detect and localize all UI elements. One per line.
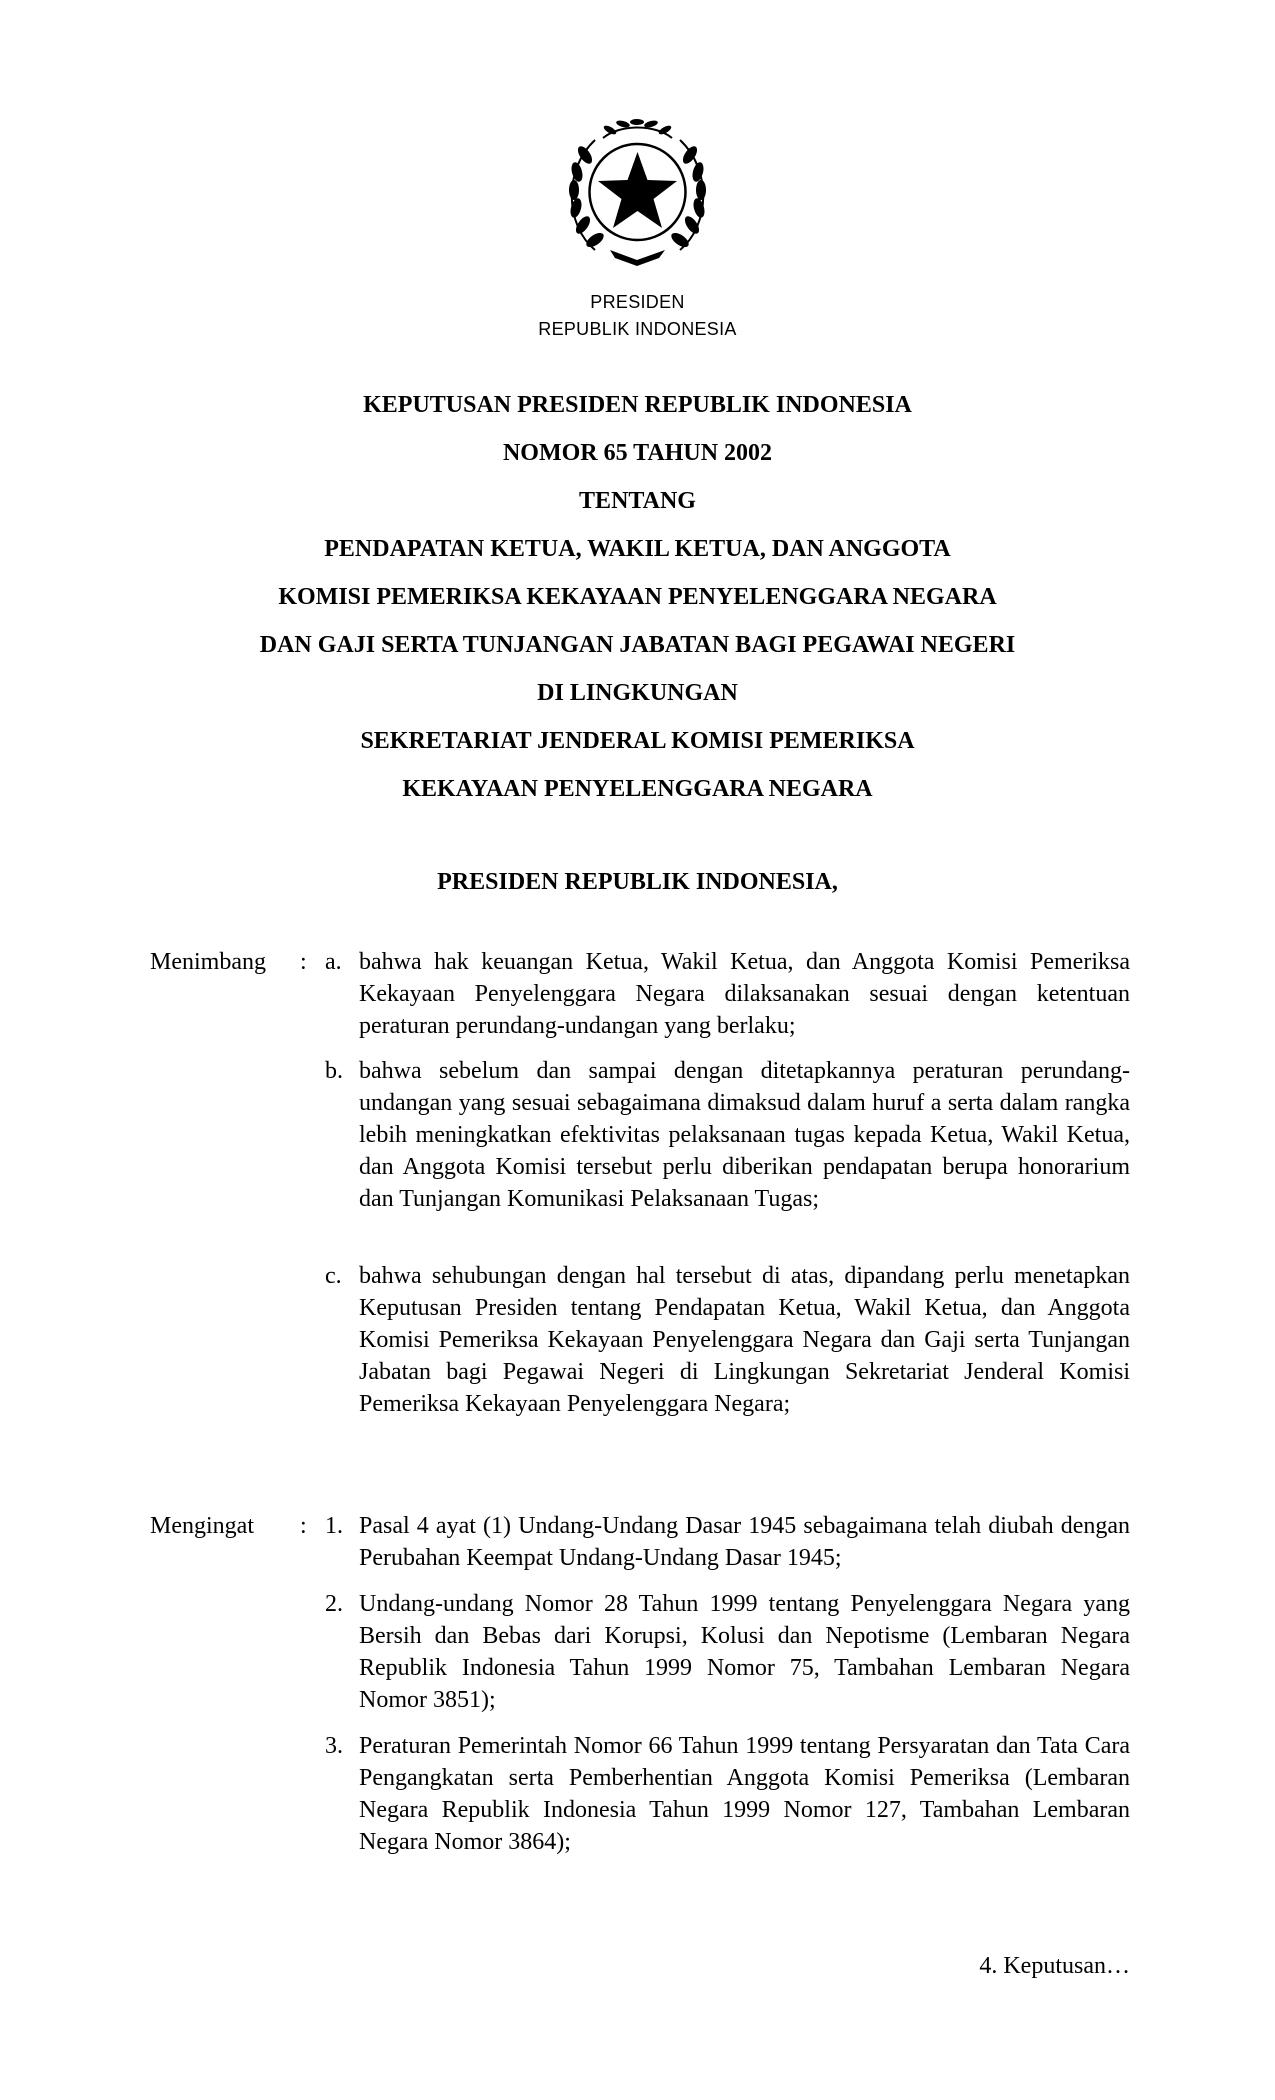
title-line: TENTANG (579, 488, 696, 514)
item-text: Peraturan Pemerintah Nomor 66 Tahun 1999 tentang Persyaratan dan Tata Cara Pengangkatan serta Pemberhentian Anggota Komisi Pemeriksa (Lembaran Negara Republik Indonesia Tahun 1999 Nomor 127, Tambahan Lembaran Negara Nomor 3864); (359, 1733, 1130, 1855)
item-text: Pasal 4 ayat (1) Undang-Undang Dasar 1945 sebagaimana telah diubah dengan Perubahan Keempat Undang-Undang Dasar 1945; (359, 1513, 1130, 1571)
menimbang-item-b (325, 1055, 1130, 1215)
mengingat-label: Mengingat (150, 1513, 254, 1539)
mengingat-item-1 (325, 1510, 1130, 1574)
item-marker: c. (325, 1263, 342, 1289)
title-line: DI LINGKUNGAN (537, 680, 738, 706)
item-marker: a. (325, 949, 342, 975)
menimbang-label: Menimbang (150, 949, 266, 975)
item-marker: b. (325, 1058, 343, 1084)
mengingat-item-3 (325, 1730, 1130, 1858)
item-marker: 1. (325, 1513, 343, 1539)
president-heading: PRESIDEN REPUBLIK INDONESIA, (437, 869, 838, 895)
title-line: NOMOR 65 TAHUN 2002 (502, 440, 773, 466)
menimbang-colon: : (300, 949, 307, 975)
title-line: KOMISI PEMERIKSA KEKAYAAN PENYELENGGARA NEGARA (278, 584, 997, 610)
item-marker: 3. (325, 1733, 343, 1759)
menimbang-item-c (325, 1260, 1130, 1420)
mengingat-colon: : (300, 1513, 307, 1539)
item-text: Undang-undang Nomor 28 Tahun 1999 tentang Penyelenggara Negara yang Bersih dan Bebas dari Korupsi, Kolusi dan Nepotisme (Lembaran Negara Republik Indonesia Tahun 1999 Nomor 75, Tambahan Lembaran Negara Nomor 3851); (359, 1591, 1130, 1713)
item-text: bahwa hak keuangan Ketua, Wakil Ketua, dan Anggota Komisi Pemeriksa Kekayaan Penyelenggara Negara dilaksanakan sesuai dengan ketentuan peraturan perundang-undangan yang berlaku; (359, 949, 1130, 1039)
mengingat-item-2 (325, 1588, 1130, 1716)
menimbang-item-a (325, 946, 1130, 1042)
title-line: KEPUTUSAN PRESIDEN REPUBLIK INDONESIA (363, 392, 912, 418)
garuda-star-wreath-emblem-icon (555, 110, 720, 275)
item-marker: 2. (325, 1591, 343, 1617)
title-line: DAN GAJI SERTA TUNJANGAN JABATAN BAGI PEGAWAI NEGERI (259, 632, 1016, 658)
title-line: SEKRETARIAT JENDERAL KOMISI PEMERIKSA (360, 728, 915, 754)
decree-title (0, 385, 1275, 817)
item-text: bahwa sehubungan dengan hal tersebut di atas, dipandang perlu menetapkan Keputusan Presiden tentang Pendapatan Ketua, Wakil Ketua, dan Anggota Komisi Pemeriksa Kekayaan Penyelenggara Negara dan Gaji serta Tunjangan Jabatan bagi Pegawai Negeri di Lingkungan Sekretariat Jenderal Komisi Pemeriksa Kekayaan Penyelenggara Negara; (359, 1263, 1130, 1417)
letterhead-line-republik: REPUBLIK INDONESIA (538, 319, 737, 339)
item-text: bahwa sebelum dan sampai dengan ditetapkannya peraturan perundang-undangan yang sesuai sebagaimana dimaksud dalam huruf a serta dalam rangka lebih meningkatkan efektivitas pelaksanaan tugas kepada Ketua, Wakil Ketua, dan Anggota Komisi tersebut perlu diberikan pendapatan berupa honorarium dan Tunjangan Komunikasi Pelaksanaan Tugas; (359, 1058, 1130, 1212)
letterhead-line-presiden: PRESIDEN (590, 292, 685, 312)
title-line: KEKAYAAN PENYELENGGARA NEGARA (402, 776, 873, 802)
title-line: PENDAPATAN KETUA, WAKIL KETUA, DAN ANGGOTA (324, 536, 951, 562)
page-continuation: 4. Keputusan… (979, 1953, 1130, 1979)
